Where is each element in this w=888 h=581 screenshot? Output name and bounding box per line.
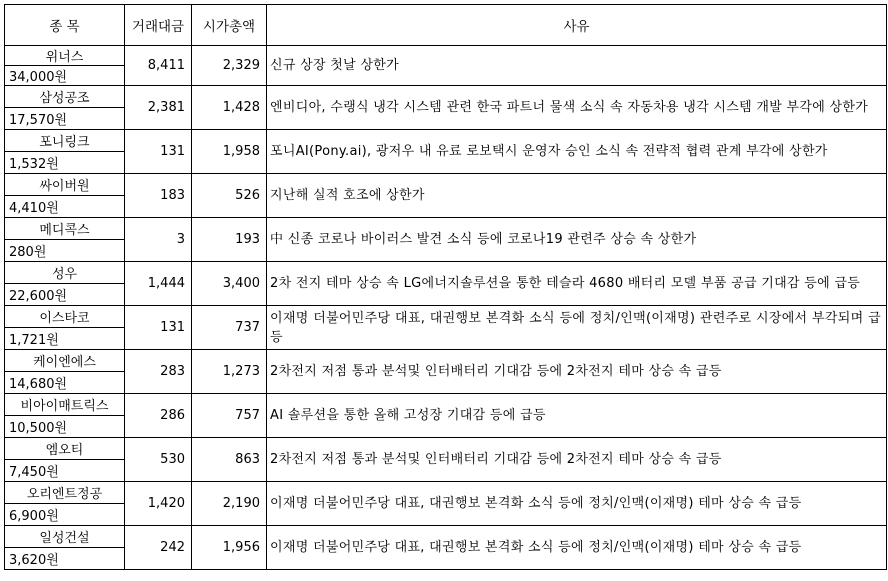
trading-volume: 3 (125, 218, 192, 262)
stock-name: 싸이버원 (5, 174, 125, 196)
trading-volume: 2,381 (125, 86, 192, 130)
table-row (5, 306, 887, 328)
header-name: 종 목 (5, 5, 125, 46)
table-row (5, 262, 887, 284)
market-cap: 1,428 (192, 86, 267, 130)
stock-price: 1,532원 (5, 152, 125, 174)
market-cap: 3,400 (192, 262, 267, 306)
trading-volume: 183 (125, 174, 192, 218)
market-cap: 1,956 (192, 526, 267, 570)
reason-text: 2차전지 저점 통과 분석및 인터배터리 기대감 등에 2차전지 테마 상승 속 급등 (267, 438, 887, 482)
reason-text: 이재명 더불어민주당 대표, 대권행보 본격화 소식 등에 정치/인맥(이재명) 테마 상승 속 급등 (267, 526, 887, 570)
trading-volume: 283 (125, 350, 192, 394)
stock-name: 삼성공조 (5, 86, 125, 108)
table-row (5, 350, 887, 372)
reason-text: 포니AI(Pony.ai), 광저우 내 유료 로보택시 운영자 승인 소식 속 전략적 협력 관계 부각에 상한가 (267, 130, 887, 174)
market-cap: 757 (192, 394, 267, 438)
stock-name: 케이엔에스 (5, 350, 125, 372)
table-row (5, 174, 887, 196)
stock-name: 위너스 (5, 46, 125, 66)
stock-price: 280원 (5, 240, 125, 262)
trading-volume: 131 (125, 130, 192, 174)
table-row (5, 46, 887, 66)
market-cap: 2,329 (192, 46, 267, 86)
stock-name: 성우 (5, 262, 125, 284)
market-cap: 737 (192, 306, 267, 350)
trading-volume: 286 (125, 394, 192, 438)
stock-name: 비아이매트릭스 (5, 394, 125, 416)
trading-volume: 242 (125, 526, 192, 570)
reason-text: 신규 상장 첫날 상한가 (267, 46, 887, 86)
stock-price: 17,570원 (5, 108, 125, 130)
trading-volume: 8,411 (125, 46, 192, 86)
reason-text: AI 솔루션을 통한 올해 고성장 기대감 등에 급등 (267, 394, 887, 438)
reason-text: 엔비디아, 수랭식 냉각 시스템 관련 한국 파트너 물색 소식 속 자동차용 냉각 시스템 개발 부각에 상한가 (267, 86, 887, 130)
stock-price: 3,620원 (5, 548, 125, 570)
market-cap: 526 (192, 174, 267, 218)
stock-price: 14,680원 (5, 372, 125, 394)
stock-name: 이스타코 (5, 306, 125, 328)
reason-text: 中 신종 코로나 바이러스 발견 소식 등에 코로나19 관련주 상승 속 상한가 (267, 218, 887, 262)
reason-text: 이재명 더불어민주당 대표, 대권행보 본격화 소식 등에 정치/인맥(이재명) 테마 상승 속 급등 (267, 482, 887, 526)
stock-price: 1,721원 (5, 328, 125, 350)
table-row (5, 394, 887, 416)
trading-volume: 1,444 (125, 262, 192, 306)
stock-name: 오리엔트정공 (5, 482, 125, 504)
stock-price: 4,410원 (5, 196, 125, 218)
stock-price: 22,600원 (5, 284, 125, 306)
stock-name: 일성건설 (5, 526, 125, 548)
upper-limit-stocks-table (4, 4, 887, 570)
stock-name: 엠오티 (5, 438, 125, 460)
market-cap: 2,190 (192, 482, 267, 526)
table-row (5, 482, 887, 504)
reason-text: 이재명 더불어민주당 대표, 대권행보 본격화 소식 등에 정치/인맥(이재명) 관련주로 시장에서 부각되며 급등 (267, 306, 887, 350)
reason-text: 2차 전지 테마 상승 속 LG에너지솔루션을 통한 테슬라 4680 배터리 모델 부품 공급 기대감 등에 급등 (267, 262, 887, 306)
trading-volume: 1,420 (125, 482, 192, 526)
header-row (5, 5, 887, 46)
market-cap: 863 (192, 438, 267, 482)
reason-text: 지난해 실적 호조에 상한가 (267, 174, 887, 218)
header-volume: 거래대금 (125, 5, 192, 46)
market-cap: 1,958 (192, 130, 267, 174)
market-cap: 193 (192, 218, 267, 262)
stock-price: 10,500원 (5, 416, 125, 438)
table-body (5, 46, 887, 570)
header-market-cap: 시가총액 (192, 5, 267, 46)
stock-price: 7,450원 (5, 460, 125, 482)
table-row (5, 438, 887, 460)
table-row (5, 130, 887, 152)
header-reason: 사유 (267, 5, 887, 46)
market-cap: 1,273 (192, 350, 267, 394)
stock-name: 포니링크 (5, 130, 125, 152)
table-row (5, 218, 887, 240)
stock-name: 메디콕스 (5, 218, 125, 240)
trading-volume: 131 (125, 306, 192, 350)
stock-table-container (4, 4, 887, 570)
stock-price: 6,900원 (5, 504, 125, 526)
trading-volume: 530 (125, 438, 192, 482)
reason-text: 2차전지 저점 통과 분석및 인터배터리 기대감 등에 2차전지 테마 상승 속 급등 (267, 350, 887, 394)
stock-price: 34,000원 (5, 66, 125, 86)
table-row (5, 526, 887, 548)
table-row (5, 86, 887, 108)
